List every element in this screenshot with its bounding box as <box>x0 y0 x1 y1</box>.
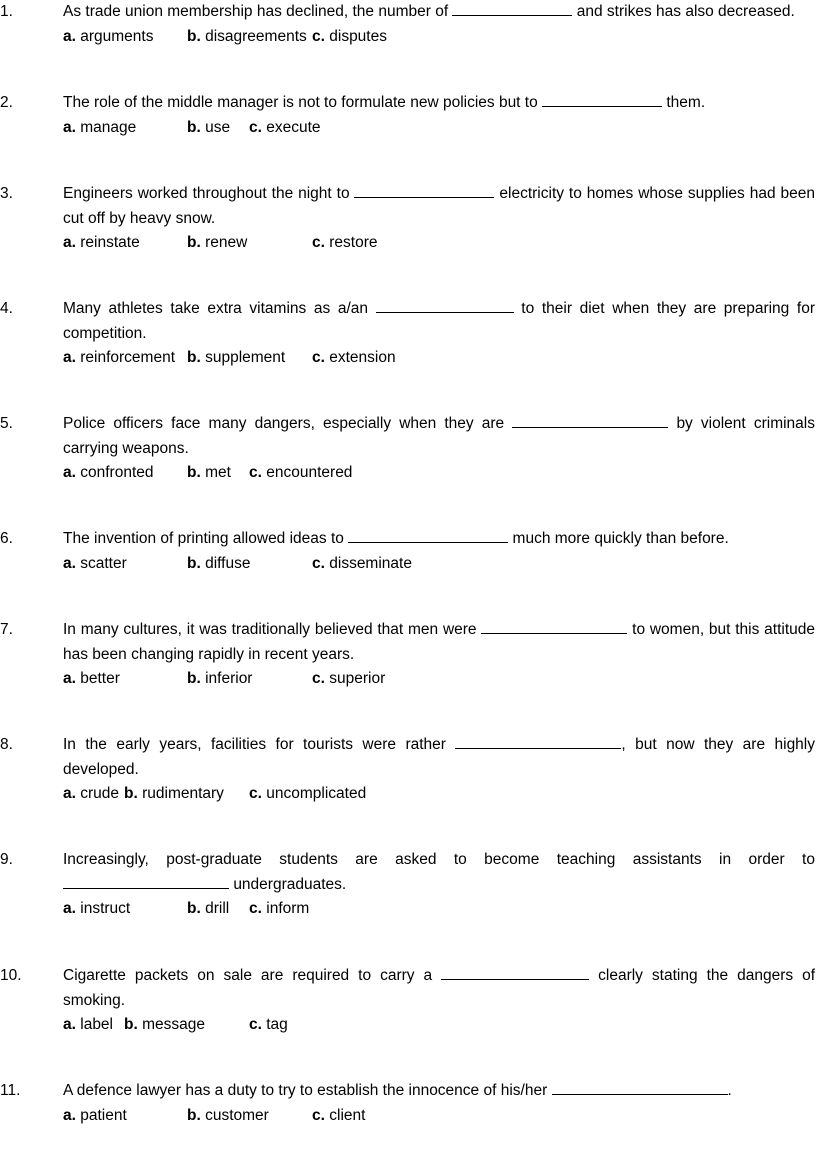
answer-option-c[interactable] <box>249 782 366 806</box>
option-text: reinstate <box>80 234 140 251</box>
option-text: customer <box>205 1106 269 1124</box>
option-text: disputes <box>329 27 387 45</box>
option-text: inferior <box>205 670 253 687</box>
option-text: restore <box>329 234 378 251</box>
answer-option-c[interactable] <box>312 667 385 691</box>
option-letter: b. <box>124 1016 138 1033</box>
option-letter: b. <box>187 349 201 366</box>
answer-option-c[interactable] <box>312 346 396 370</box>
answer-options <box>63 667 815 691</box>
answer-blank[interactable] <box>63 874 229 889</box>
option-text: drill <box>205 900 230 917</box>
stem-text-after: by violent criminals carrying weapons. <box>63 415 815 457</box>
stem-text-after: . <box>727 1082 732 1099</box>
question-stem <box>63 964 815 1013</box>
stem-text-after: much more quickly than before. <box>512 530 729 547</box>
answer-option-c[interactable] <box>312 1104 365 1128</box>
answer-options <box>63 552 815 576</box>
option-letter: a. <box>63 464 76 481</box>
answer-options <box>63 116 815 140</box>
answer-blank[interactable] <box>542 92 662 107</box>
answer-blank[interactable] <box>481 619 627 634</box>
question-stem <box>63 618 815 667</box>
question-number: 11. <box>0 1082 21 1099</box>
stem-text-before: Cigarette packets on sale are required to carry a <box>63 967 433 984</box>
option-text: scatter <box>80 554 127 572</box>
option-text: encountered <box>266 464 353 481</box>
answer-options <box>63 782 815 806</box>
option-letter: a. <box>63 670 76 687</box>
option-text: confronted <box>80 464 154 481</box>
option-letter: c. <box>249 785 262 802</box>
option-letter: a. <box>63 118 76 136</box>
option-letter: c. <box>312 27 325 45</box>
option-text: client <box>329 1106 366 1124</box>
answer-option-a[interactable] <box>63 667 120 691</box>
stem-text-after: to their diet when they are preparing for competition. <box>63 300 816 342</box>
answer-option-c[interactable] <box>312 25 387 49</box>
answer-option-b[interactable] <box>187 346 285 370</box>
answer-option-a[interactable] <box>63 1013 113 1037</box>
option-letter: c. <box>249 1016 262 1033</box>
option-text: uncomplicated <box>266 785 367 802</box>
answer-option-c[interactable] <box>249 897 309 921</box>
option-text: use <box>205 118 231 136</box>
answer-option-b[interactable] <box>124 782 224 806</box>
answer-option-a[interactable] <box>63 1104 127 1128</box>
answer-options <box>63 25 815 49</box>
answer-option-b[interactable] <box>187 116 230 140</box>
question-stem <box>63 182 815 231</box>
option-text: renew <box>205 234 248 251</box>
option-letter: a. <box>63 349 76 366</box>
answer-blank[interactable] <box>376 298 514 313</box>
answer-blank[interactable] <box>348 528 508 543</box>
stem-text-before: In many cultures, it was traditionally believed that men were <box>63 621 477 638</box>
stem-text-before: As trade union membership has declined, the number of <box>63 3 449 20</box>
option-text: execute <box>266 118 321 136</box>
answer-option-c[interactable] <box>249 1013 288 1037</box>
answer-blank[interactable] <box>354 183 494 198</box>
option-letter: b. <box>124 785 138 802</box>
stem-text-before: The invention of printing allowed ideas to <box>63 530 344 547</box>
option-letter: c. <box>312 349 325 366</box>
option-letter: a. <box>63 785 76 802</box>
question-number: 8. <box>0 736 13 753</box>
answer-option-c[interactable] <box>249 461 352 485</box>
option-letter: a. <box>63 1016 76 1033</box>
answer-option-b[interactable] <box>124 1013 205 1037</box>
option-text: disagreements <box>205 27 307 45</box>
option-letter: c. <box>312 670 325 687</box>
question-number: 7. <box>0 621 13 638</box>
option-letter: b. <box>187 118 201 136</box>
answer-option-b[interactable] <box>187 552 250 576</box>
stem-text-before: Police officers face many dangers, especially when they are <box>63 415 505 432</box>
question-stem <box>63 0 815 25</box>
question-number: 2. <box>0 94 13 111</box>
answer-option-a[interactable] <box>63 116 136 140</box>
stem-text-after: to women, but this attitude has been changing rapidly in recent years. <box>63 621 815 663</box>
option-letter: a. <box>63 27 76 45</box>
option-text: arguments <box>80 27 154 45</box>
stem-text-after: electricity to homes whose supplies had been cut off by heavy snow. <box>63 185 815 227</box>
answer-option-c[interactable] <box>249 116 321 140</box>
stem-text-before: Engineers worked throughout the night to <box>63 185 350 202</box>
answer-option-b[interactable] <box>187 667 252 691</box>
answer-options <box>63 346 815 370</box>
option-letter: a. <box>63 554 76 572</box>
answer-blank[interactable] <box>552 1080 728 1095</box>
option-text: manage <box>80 118 137 136</box>
answer-options <box>63 231 815 255</box>
question-stem <box>63 412 815 461</box>
option-text: instruct <box>80 900 131 917</box>
stem-text-after: them. <box>666 94 706 111</box>
answer-option-a[interactable] <box>63 782 119 806</box>
answer-option-b[interactable] <box>187 897 229 921</box>
answer-option-a[interactable] <box>63 231 140 255</box>
option-letter: c. <box>249 118 262 136</box>
stem-text-before: A defence lawyer has a duty to try to establish the innocence of his/her <box>63 1082 548 1099</box>
question-stem <box>63 848 815 897</box>
question-stem <box>63 91 815 116</box>
answer-option-a[interactable] <box>63 346 175 370</box>
answer-option-b[interactable] <box>187 231 247 255</box>
option-text: message <box>142 1016 205 1033</box>
question-stem <box>63 527 815 552</box>
answer-option-a[interactable] <box>63 897 130 921</box>
option-text: inform <box>266 900 310 917</box>
question-number: 5. <box>0 415 13 432</box>
answer-option-a[interactable] <box>63 552 127 576</box>
option-text: patient <box>80 1106 127 1124</box>
option-letter: c. <box>312 554 325 572</box>
question-number: 10. <box>0 967 22 984</box>
answer-blank[interactable] <box>441 965 589 980</box>
option-letter: c. <box>312 234 325 251</box>
option-letter: b. <box>187 900 201 917</box>
question-number: 6. <box>0 530 13 547</box>
answer-option-b[interactable] <box>187 25 307 49</box>
question-number: 4. <box>0 300 13 317</box>
option-text: reinforcement <box>80 349 176 366</box>
question-stem <box>63 733 815 782</box>
option-text: diffuse <box>205 554 251 572</box>
answer-blank[interactable] <box>512 413 668 428</box>
option-text: extension <box>329 349 396 366</box>
option-letter: b. <box>187 27 201 45</box>
question-stem <box>63 1079 815 1104</box>
stem-text-before: In the early years, facilities for tourists were rather <box>63 736 446 753</box>
answer-option-b[interactable] <box>187 461 231 485</box>
answer-options <box>63 461 815 485</box>
stem-text-after: , but now they are highly developed. <box>63 736 815 778</box>
option-letter: b. <box>187 234 201 251</box>
option-text: superior <box>329 670 386 687</box>
option-letter: b. <box>187 464 201 481</box>
option-text: supplement <box>205 349 286 366</box>
option-text: met <box>205 464 231 481</box>
option-letter: a. <box>63 1106 76 1124</box>
answer-option-b[interactable] <box>187 1104 269 1128</box>
option-text: label <box>80 1016 113 1033</box>
option-letter: a. <box>63 234 76 251</box>
question-number: 1. <box>0 3 13 20</box>
answer-option-c[interactable] <box>312 231 378 255</box>
option-text: rudimentary <box>142 785 224 802</box>
stem-text-before: Many athletes take extra vitamins as a/an <box>63 300 369 317</box>
stem-text-before: The role of the middle manager is not to formulate new policies but to <box>63 94 538 111</box>
option-letter: b. <box>187 670 201 687</box>
stem-text-before: Increasingly, post-graduate students are asked to become teaching assistants in order to <box>63 851 815 868</box>
option-letter: c. <box>249 464 262 481</box>
option-text: better <box>80 670 120 687</box>
answer-option-c[interactable] <box>312 552 412 576</box>
option-letter: b. <box>187 554 201 572</box>
stem-text-after: undergraduates. <box>233 875 347 893</box>
answer-options <box>63 897 815 921</box>
option-text: crude <box>80 785 120 802</box>
option-letter: c. <box>312 1106 325 1124</box>
option-letter: a. <box>63 900 76 917</box>
stem-text-after: and strikes has also decreased. <box>576 3 795 20</box>
answer-blank[interactable] <box>452 1 572 16</box>
question-number: 3. <box>0 185 13 202</box>
question-number: 9. <box>0 851 13 868</box>
answer-option-a[interactable] <box>63 25 153 49</box>
answer-blank[interactable] <box>455 734 621 749</box>
option-text: tag <box>266 1016 288 1033</box>
option-text: disseminate <box>329 554 412 572</box>
stem-text-after: clearly stating the dangers of smoking. <box>63 967 816 1009</box>
answer-options <box>63 1013 815 1037</box>
question-stem <box>63 297 815 346</box>
option-letter: c. <box>249 900 262 917</box>
answer-option-a[interactable] <box>63 461 154 485</box>
answer-options <box>63 1104 815 1128</box>
option-letter: b. <box>187 1106 201 1124</box>
